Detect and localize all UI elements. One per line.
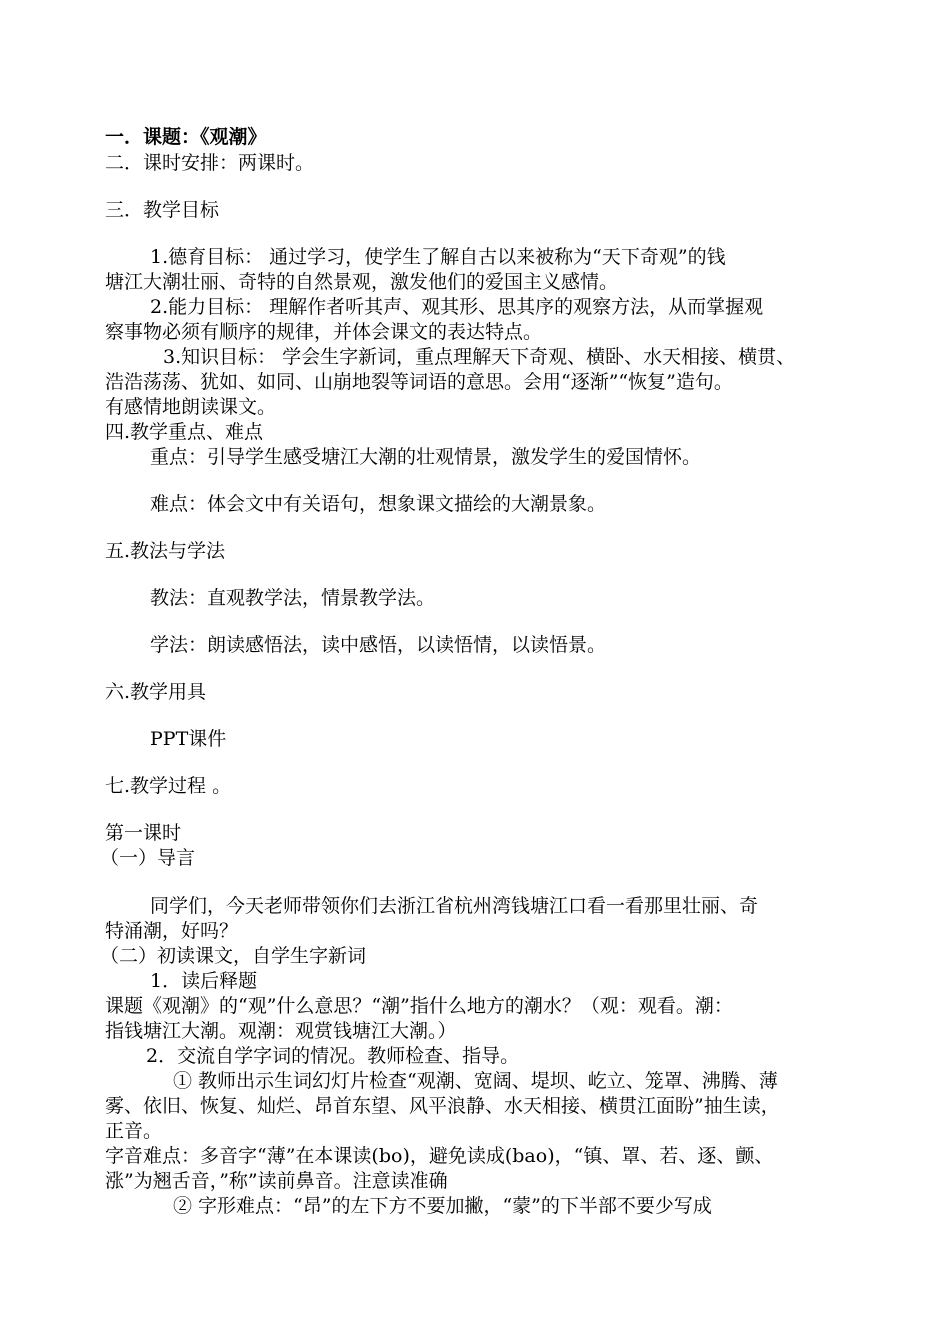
goal-knowledge-line-3: 有感情地朗读课文。 [105, 396, 277, 418]
section-heading-key-points: 四.教学重点、难点 [105, 421, 264, 443]
learning-method: 学法：朗读感悟法，读中感悟，以读悟情，以读悟景。 [150, 634, 607, 656]
intro-line-2: 特涌潮，好吗？ [105, 920, 239, 942]
section-heading-methods: 五.教法与学法 [105, 540, 226, 562]
goal-knowledge-line-1: 3.知识目标： 学会生字新词，重点理解天下奇观、横卧、水天相接、横贯、 [163, 346, 796, 368]
step-title-reading: 1．读后释题 [150, 970, 258, 992]
vocab-slide-line-3: 正音。 [105, 1120, 163, 1142]
vocab-slide-line-2: 雾、依旧、恢复、灿烂、昂首东望、风平浪静、水天相接、横贯江面盼”抽生读， [105, 1095, 780, 1117]
goal-ability-line-1: 2.能力目标： 理解作者听其声、观其形、思其序的观察方法，从而掌握观 [150, 296, 764, 318]
glyph-difficulty-line: ② 字形难点：“昂”的左下方不要加撇，“蒙”的下半部不要少写成 [173, 1195, 712, 1217]
goal-moral-line-1: 1.德育目标： 通过学习，使学生了解自古以来被称为“天下奇观”的钱 [150, 246, 726, 268]
difficult-point: 难点：体会文中有关语句，想象课文描绘的大潮景象。 [150, 493, 607, 515]
title-explanation-line-1: 课题《观潮》的“观”什么意思？“潮”指什么地方的潮水？（观：观看。潮： [105, 995, 733, 1017]
section-heading-tools: 六.教学用具 [105, 681, 207, 703]
subheading-first-reading: （二）初读课文，自学生字新词 [100, 945, 367, 967]
pronunciation-line-2: 涨”为翘舌音，”称”读前鼻音。注意读准确 [105, 1170, 448, 1192]
section-heading-process: 七.教学过程 。 [105, 775, 232, 797]
step-vocab-check: 2．交流自学字词的情况。教师检查、指导。 [146, 1045, 520, 1067]
goal-ability-line-2: 察事物必须有顺序的规律，并体会课文的表达特点。 [105, 321, 543, 343]
lesson-hours: 二．课时安排：两课时。 [105, 152, 315, 174]
goal-knowledge-line-2: 浩浩荡荡、犹如、如同、山崩地裂等词语的意思。会用“逐渐”“恢复”造句。 [105, 371, 733, 393]
teaching-tool: PPT课件 [150, 728, 227, 750]
section-heading-goals: 三．教学目标 [105, 199, 220, 221]
key-point: 重点：引导学生感受塘江大潮的壮观情景，激发学生的爱国情怀。 [150, 446, 702, 468]
lesson-title: 一．课题：《观潮》 [105, 126, 267, 148]
intro-line-1: 同学们，今天老师带领你们去浙江省杭州湾钱塘江口看一看那里壮丽、奇 [150, 895, 759, 917]
subheading-intro: （一）导言 [100, 847, 196, 869]
goal-moral-line-2: 塘江大潮壮丽、奇特的自然景观，激发他们的爱国主义感情。 [105, 271, 619, 293]
pronunciation-line-1: 字音难点：多音字“薄”在本课读(bo)，避免读成(bao)，“镇、罩、若、逐、颤、 [105, 1145, 774, 1167]
teaching-method: 教法：直观教学法，情景教学法。 [150, 587, 436, 609]
first-lesson-heading: 第一课时 [105, 822, 182, 844]
vocab-slide-line-1: ① 教师出示生词幻灯片检查“观潮、宽阔、堤坝、屹立、笼罩、沸腾、薄 [173, 1070, 778, 1092]
title-explanation-line-2: 指钱塘江大潮。观潮：观赏钱塘江大潮。） [105, 1020, 457, 1042]
